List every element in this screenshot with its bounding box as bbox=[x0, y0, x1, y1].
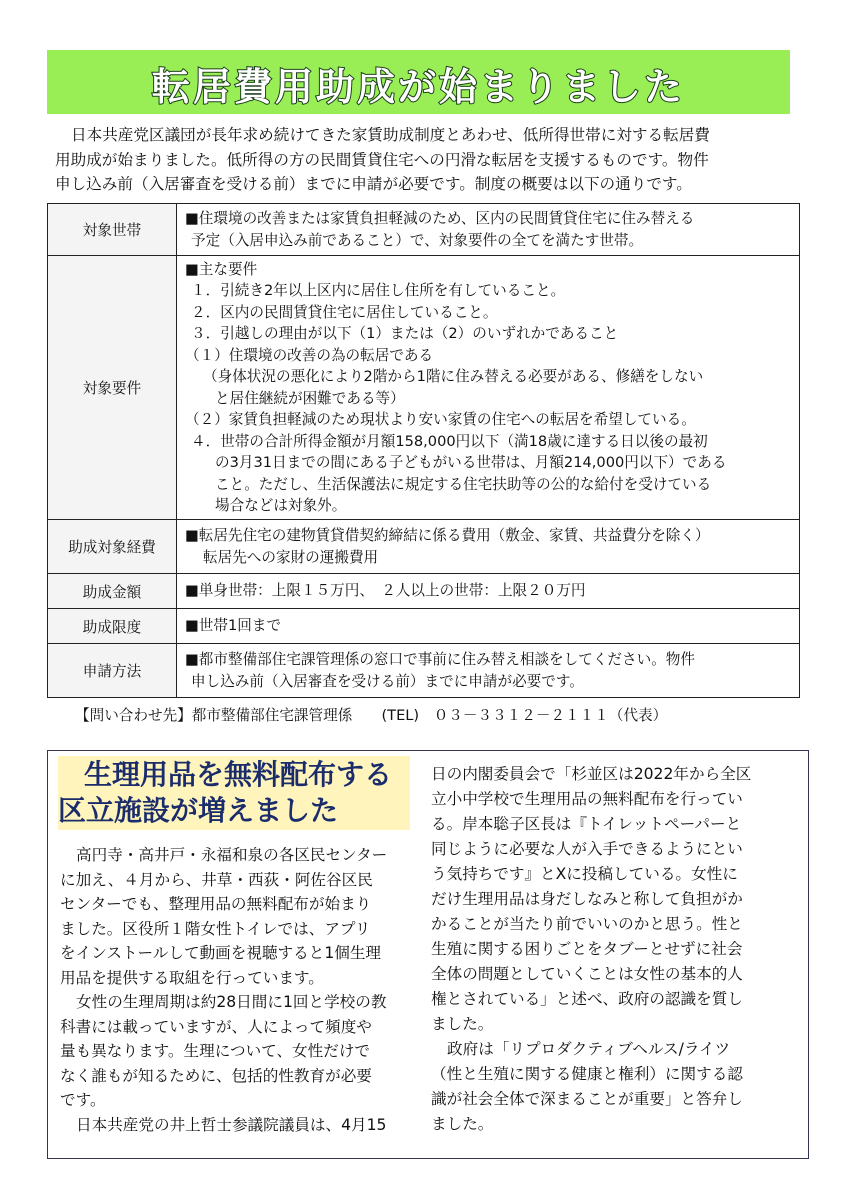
article-right-column bbox=[431, 762, 801, 1137]
intro-line: 用助成が始まりました。低所得の方の民間賃貸住宅への円滑な転居を支援するものです。物件 bbox=[55, 150, 709, 169]
value-line: （身体状況の悪化により2階から1階に住み替える必要がある、修繕をしない bbox=[203, 368, 704, 385]
value-line: ■単身世帯：上限１５万円、 ２人以上の世帯：上限２０万円 bbox=[185, 582, 586, 600]
text-line: 生殖に関する困りごとをタブーとせずに社会 bbox=[431, 940, 743, 958]
text-line: に加え、４月から、井草・西荻・阿佐谷区民 bbox=[60, 870, 373, 889]
text-line: だけ生理用品は身だしなみと称して負担がか bbox=[431, 890, 743, 908]
text-line: 科書には載っていますが、人によって頻度や bbox=[60, 1017, 372, 1036]
row-label: 助成対象経費 bbox=[48, 520, 177, 574]
value-line: ２．区内の民間賃貸住宅に居住していること。 bbox=[191, 303, 498, 321]
text-line: 立小中学校で生理用品の無料配布を行ってい bbox=[431, 790, 743, 808]
text-line: ました。 bbox=[431, 1015, 494, 1033]
row-label: 助成限度 bbox=[48, 609, 177, 644]
row-value bbox=[177, 256, 800, 520]
text-line: 日本共産党の井上哲士参議院議員は、4月15 bbox=[76, 1115, 387, 1134]
value-line: と居住継続が困難である等） bbox=[215, 389, 405, 407]
intro-line: 申し込み前（入居審査を受ける前）までに申請が必要です。制度の概要は以下の通りです。 bbox=[55, 175, 692, 193]
text-line: かることが当たり前でいいのかと思う。性と bbox=[431, 915, 743, 933]
text-line: 識が社会全体で深まることが重要」と答弁し bbox=[431, 1090, 743, 1108]
table-row bbox=[48, 256, 800, 520]
row-value bbox=[177, 609, 800, 644]
text-line: 政府は「リプロダクティブヘルス/ライツ bbox=[447, 1040, 731, 1058]
value-line: こと。ただし、生活保護法に規定する住宅扶助等の公的な給付を受けている bbox=[215, 475, 712, 493]
value-line: ■世帯1回まで bbox=[185, 617, 282, 635]
row-label: 対象要件 bbox=[48, 256, 177, 520]
headline-line: 区立施設が増えました bbox=[58, 794, 339, 827]
text-line: 日の内閣委員会で「杉並区は2022年から全区 bbox=[431, 765, 752, 783]
row-label: 対象世帯 bbox=[48, 204, 177, 256]
value-line: 申し込み前（入居審査を受ける前）までに申請が必要です。 bbox=[191, 672, 584, 690]
text-line: 全体の問題としていくことは女性の基本的人 bbox=[431, 965, 743, 983]
table-row bbox=[48, 609, 800, 644]
text-line: です。 bbox=[60, 1091, 106, 1109]
text-line: なく誰もが知るために、包括的性教育が必要 bbox=[60, 1066, 372, 1085]
value-line: （２）家賃負担軽減のため現状より安い家賃の住宅への転居を希望している。 bbox=[185, 411, 696, 428]
text-line: 量も異なります。生理について、女性だけで bbox=[60, 1042, 371, 1060]
value-line: ３．引越しの理由が以下（1）または（2）のいずれかであること bbox=[191, 325, 619, 342]
text-line: 権とされている」と述べ、政府の認識を質し bbox=[431, 990, 743, 1008]
contact-info: 【問い合わせ先】都市整備部住宅課管理係 (TEL) ０３－３３１２－２１１１（代表） bbox=[75, 707, 668, 724]
article-left-column bbox=[60, 843, 420, 1137]
text-line: う気持ちです』とXに投稿している。女性に bbox=[431, 865, 738, 883]
text-line: センターでも、整理用品の無料配布が始まり bbox=[60, 895, 372, 913]
row-label: 助成金額 bbox=[48, 574, 177, 609]
text-line: 高円寺・高井戸・永福和泉の各区民センター bbox=[76, 846, 388, 864]
title-banner bbox=[47, 50, 790, 114]
text-line: 用品を提供する取組を行っています。 bbox=[60, 968, 324, 987]
value-line: ■転居先住宅の建物賃貸借契約締結に係る費用（敷金、家賃、共益費分を除く） bbox=[185, 527, 710, 544]
program-overview-table bbox=[47, 203, 800, 698]
row-value bbox=[177, 520, 800, 574]
intro-line: 日本共産党区議団が長年求め続けてきた家賃助成制度とあわせ、低所得世帯に対する転居費 bbox=[71, 126, 710, 144]
value-line: １．引続き2年以上区内に居住し住所を有していること。 bbox=[191, 282, 566, 299]
value-line: 転居先への家財の運搬費用 bbox=[203, 548, 379, 566]
value-line: 予定（入居申込み前であること）で、対象要件の全てを満たす世帯。 bbox=[191, 231, 644, 249]
text-line: る。岸本聡子区長は『トイレットペーパーと bbox=[431, 815, 742, 833]
row-value bbox=[177, 574, 800, 609]
article-headline bbox=[58, 757, 392, 829]
article-box bbox=[47, 750, 809, 1159]
page-title: 転居費用助成が始まりました bbox=[151, 65, 685, 109]
value-line: の3月31日までの間にある子どもがいる世帯は、月額214,000円以下）である bbox=[215, 454, 727, 471]
value-line: 場合などは対象外。 bbox=[215, 497, 347, 514]
text-line: をインストールして動画を視聴すると1個生理 bbox=[60, 944, 382, 962]
row-value bbox=[177, 644, 800, 698]
row-value bbox=[177, 204, 800, 256]
value-line: ４．世帯の合計所得金額が月額158,000円以下（満18歳に達する日以後の最初 bbox=[191, 432, 708, 450]
text-line: ました。区役所１階女性トイレでは、アプリ bbox=[60, 919, 371, 938]
headline-line: 生理用品を無料配布する bbox=[84, 758, 393, 791]
value-line: ■住環境の改善または家賃負担軽減のため、区内の民間賃貸住宅に住み替える bbox=[185, 210, 695, 227]
table-row bbox=[48, 520, 800, 574]
value-line: ■主な要件 bbox=[185, 260, 258, 278]
table-row bbox=[48, 574, 800, 609]
text-line: （性と生殖に関する健康と権利）に関する認 bbox=[431, 1065, 743, 1083]
value-line: （１）住環境の改善の為の転居である bbox=[185, 346, 434, 364]
text-line: 同じように必要な人が入手できるようにとい bbox=[431, 840, 743, 858]
row-label: 申請方法 bbox=[48, 644, 177, 698]
value-line: ■都市整備部住宅課管理係の窓口で事前に住み替え相談をしてください。物件 bbox=[185, 651, 695, 668]
table-row bbox=[48, 204, 800, 256]
text-line: 女性の生理周期は約28日間に1回と学校の教 bbox=[76, 993, 387, 1011]
table-row bbox=[48, 644, 800, 698]
intro-paragraph bbox=[55, 123, 795, 197]
text-line: ました。 bbox=[431, 1115, 494, 1133]
